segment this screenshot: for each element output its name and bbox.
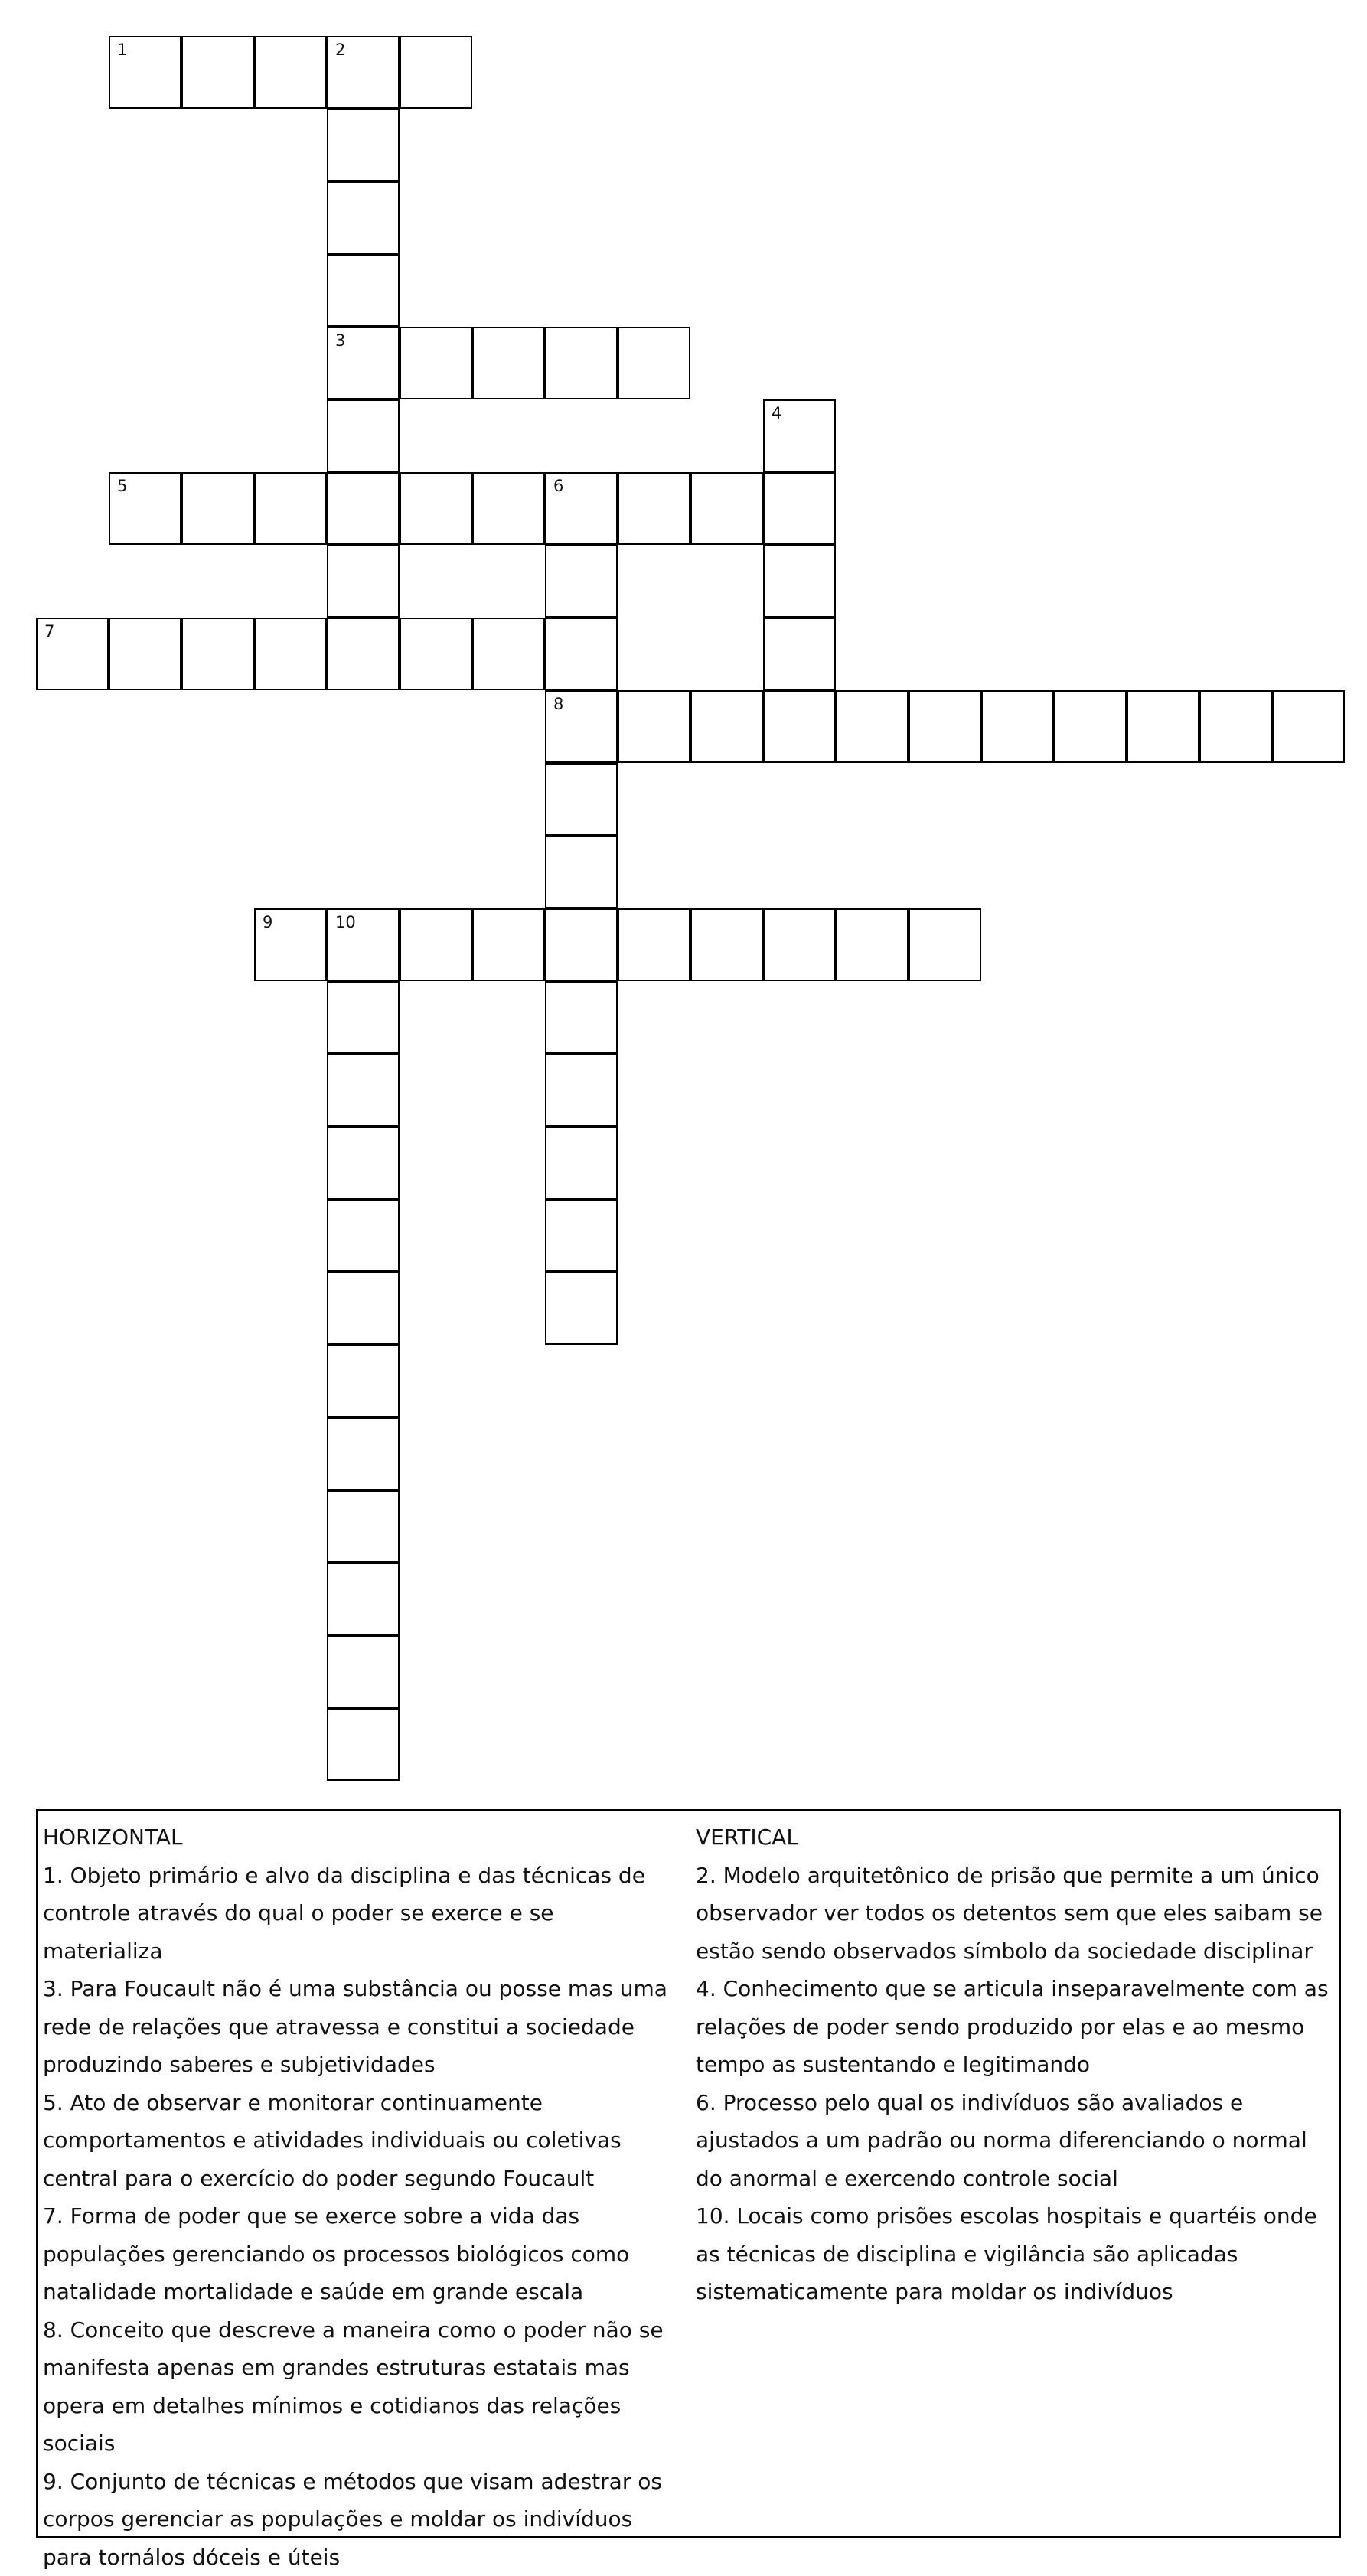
grid-cell[interactable] (618, 690, 690, 763)
grid-cell[interactable] (327, 1490, 400, 1563)
grid-cell[interactable] (327, 327, 400, 399)
vertical-heading: VERTICAL (696, 1818, 1331, 1857)
grid-cell[interactable] (545, 1054, 618, 1127)
grid-cell[interactable] (181, 472, 254, 545)
clue-down-10: 10. Locais como prisões escolas hospitais e quartéis onde as técnicas de disciplina e vigilância são aplicadas sistematicamente para moldar os indivíduos (696, 2197, 1331, 2311)
grid-cell[interactable] (690, 908, 763, 981)
grid-cell[interactable] (1272, 690, 1345, 763)
grid-cell[interactable] (254, 36, 327, 109)
grid-cell[interactable] (981, 690, 1054, 763)
grid-cell[interactable] (545, 1127, 618, 1199)
grid-cell[interactable] (618, 472, 690, 545)
grid-cell[interactable] (327, 1708, 400, 1781)
grid-cell[interactable] (472, 472, 545, 545)
grid-cell[interactable] (327, 254, 400, 327)
grid-cell[interactable] (327, 36, 400, 109)
cell-number: 7 (44, 624, 54, 640)
grid-cell[interactable] (618, 908, 690, 981)
grid-cell[interactable] (327, 981, 400, 1054)
grid-cell[interactable] (400, 327, 472, 399)
grid-cell[interactable] (545, 690, 618, 763)
grid-cell[interactable] (836, 908, 909, 981)
grid-cell[interactable] (327, 618, 400, 690)
grid-cell[interactable] (327, 1199, 400, 1272)
grid-cell[interactable] (545, 981, 618, 1054)
cell-number: 3 (335, 333, 345, 349)
grid-cell[interactable] (400, 908, 472, 981)
grid-cell[interactable] (327, 1127, 400, 1199)
grid-cell[interactable] (763, 545, 836, 618)
grid-cell[interactable] (254, 472, 327, 545)
clue-down-2: 2. Modelo arquitetônico de prisão que permite a um único observador ver todos os detentos sem que eles saibam se estão sendo observados símbolo da sociedade disciplinar (696, 1857, 1331, 1971)
cell-number: 10 (335, 915, 356, 931)
grid-cell[interactable] (36, 618, 109, 690)
grid-cell[interactable] (181, 618, 254, 690)
grid-cell[interactable] (327, 545, 400, 618)
clue-across-7: 7. Forma de poder que se exerce sobre a vida das populações gerenciando os processos biológicos como natalidade mortalidade e saúde em grande escala (43, 2197, 678, 2311)
clue-across-1: 1. Objeto primário e alvo da disciplina e das técnicas de controle através do qual o poder se exerce e se materializa (43, 1857, 678, 1971)
grid-cell[interactable] (545, 836, 618, 908)
clue-across-5: 5. Ato de observar e monitorar continuamente comportamentos e atividades individuais ou coletivas central para o exercício do poder segundo Foucault (43, 2084, 678, 2198)
grid-cell[interactable] (327, 1635, 400, 1708)
grid-cell[interactable] (763, 472, 836, 545)
grid-cell[interactable] (545, 763, 618, 836)
cell-number: 2 (335, 42, 345, 58)
clue-down-6: 6. Processo pelo qual os indivíduos são avaliados e ajustados a um padrão ou norma diferenciando o normal do anormal e exercendo controle social (696, 2084, 1331, 2198)
grid-cell[interactable] (472, 618, 545, 690)
grid-cell[interactable] (690, 690, 763, 763)
cell-number: 4 (772, 406, 781, 422)
grid-cell[interactable] (909, 908, 981, 981)
grid-cell[interactable] (618, 327, 690, 399)
grid-cell[interactable] (327, 1345, 400, 1417)
grid-cell[interactable] (327, 1563, 400, 1635)
grid-cell[interactable] (1199, 690, 1272, 763)
grid-cell[interactable] (327, 1054, 400, 1127)
grid-cell[interactable] (545, 618, 618, 690)
grid-cell[interactable] (763, 618, 836, 690)
cell-number: 5 (117, 478, 127, 494)
grid-cell[interactable] (109, 36, 181, 109)
grid-cell[interactable] (690, 472, 763, 545)
grid-cell[interactable] (1054, 690, 1127, 763)
grid-cell[interactable] (254, 908, 327, 981)
clue-down-4: 4. Conhecimento que se articula inseparavelmente com as relações de poder sendo produzido por elas e ao mesmo tempo as sustentando e legitimando (696, 1970, 1331, 2084)
grid-cell[interactable] (400, 36, 472, 109)
grid-cell[interactable] (545, 472, 618, 545)
cell-number: 8 (553, 696, 563, 712)
grid-cell[interactable] (545, 545, 618, 618)
grid-cell[interactable] (181, 36, 254, 109)
grid-cell[interactable] (327, 109, 400, 181)
grid-cell[interactable] (1127, 690, 1199, 763)
grid-cell[interactable] (327, 181, 400, 254)
grid-cell[interactable] (327, 399, 400, 472)
grid-cell[interactable] (545, 1272, 618, 1345)
grid-cell[interactable] (327, 1272, 400, 1345)
clue-across-9: 9. Conjunto de técnicas e métodos que visam adestrar os corpos gerenciar as populações e moldar os indivíduos para tornálos dóceis e úteis (43, 2463, 678, 2576)
grid-cell[interactable] (327, 472, 400, 545)
clues-box (36, 1809, 1341, 2538)
cell-number: 1 (117, 42, 127, 58)
grid-cell[interactable] (472, 908, 545, 981)
grid-cell[interactable] (254, 618, 327, 690)
grid-cell[interactable] (763, 908, 836, 981)
clue-across-8: 8. Conceito que descreve a maneira como o poder não se manifesta apenas em grandes estruturas estatais mas opera em detalhes mínimos e cotidianos das relações sociais (43, 2311, 678, 2463)
grid-cell[interactable] (545, 1199, 618, 1272)
grid-cell[interactable] (109, 618, 181, 690)
grid-cell[interactable] (109, 472, 181, 545)
grid-cell[interactable] (327, 1417, 400, 1490)
grid-cell[interactable] (400, 618, 472, 690)
grid-cell[interactable] (327, 908, 400, 981)
cell-number: 6 (553, 478, 563, 494)
grid-cell[interactable] (763, 690, 836, 763)
cell-number: 9 (263, 915, 272, 931)
grid-cell[interactable] (545, 908, 618, 981)
grid-cell[interactable] (909, 690, 981, 763)
grid-cell[interactable] (545, 327, 618, 399)
grid-cell[interactable] (836, 690, 909, 763)
grid-cell[interactable] (763, 399, 836, 472)
horizontal-clues (43, 1818, 678, 2576)
horizontal-heading: HORIZONTAL (43, 1818, 678, 1857)
grid-cell[interactable] (400, 472, 472, 545)
grid-cell[interactable] (472, 327, 545, 399)
clue-across-3: 3. Para Foucault não é uma substância ou posse mas uma rede de relações que atravessa e constitui a sociedade produzindo saberes e subjetividades (43, 1970, 678, 2084)
vertical-clues (696, 1818, 1331, 2311)
